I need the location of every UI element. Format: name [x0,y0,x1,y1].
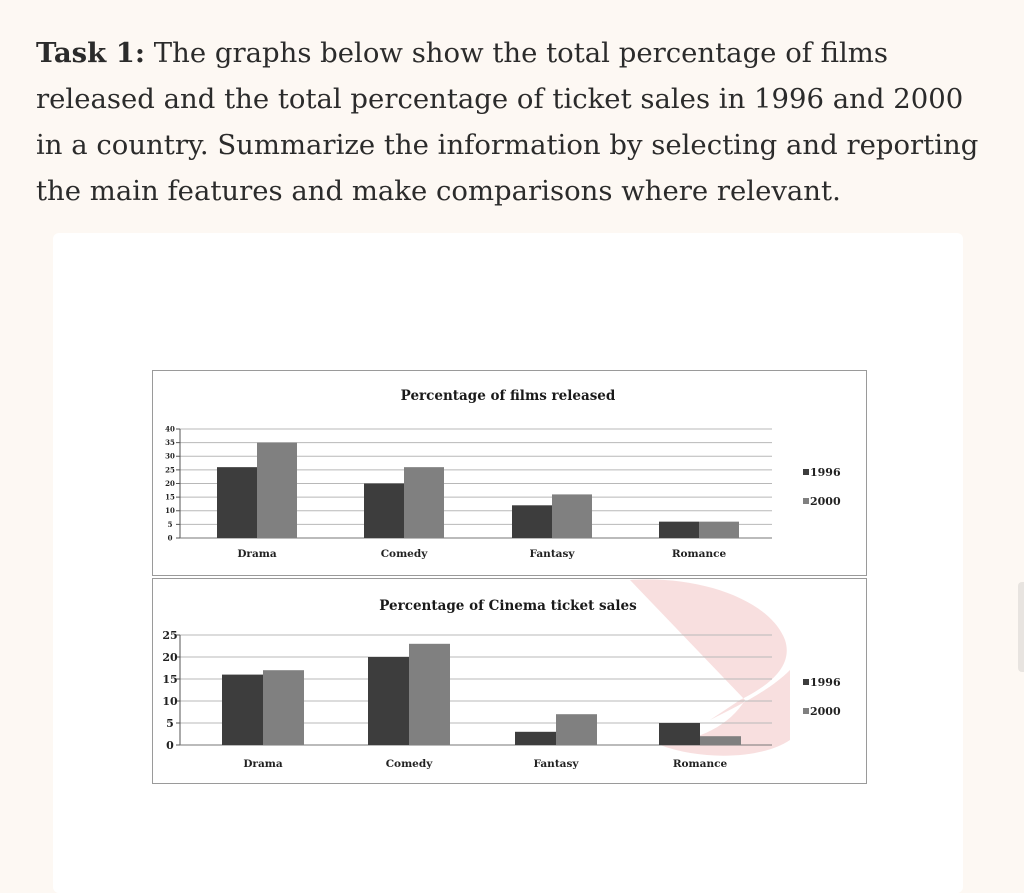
bar-drama-1996 [222,675,263,745]
y-tick-label: 35 [165,438,175,448]
y-tick-label: 15 [162,672,178,686]
bar-comedy-2000 [409,644,450,745]
bar-fantasy-1996 [515,732,556,745]
y-tick-label: 0 [167,533,173,543]
y-tick-label: 30 [165,451,175,461]
category-label: Romance [672,758,728,770]
legend-swatch-2000 [803,708,809,714]
legend-label-1996: 1996 [810,676,841,689]
chart-title: Percentage of films released [400,388,616,404]
task-text: The graphs below show the total percentage of films released and the total percentage of ticket sales in 1996 and 2000 in a country. Summarize the information by selecting and reporting the main features and make comparisons where relevant. [36,37,979,207]
bar-comedy-1996 [368,657,409,745]
category-label: Drama [243,758,283,770]
y-tick-label: 15 [165,492,175,502]
legend-swatch-1996 [803,679,809,685]
legend-label-2000: 2000 [810,495,841,508]
legend-label-2000: 2000 [810,705,841,718]
legend-label-1996: 1996 [810,466,841,479]
chart-title: Percentage of Cinema ticket sales [379,598,637,614]
category-label: Romance [671,548,727,560]
category-label: Drama [237,548,277,560]
y-tick-label: 25 [162,628,178,642]
category-label: Comedy [380,548,428,560]
task-label: Task 1: [36,37,146,69]
category-label: Comedy [385,758,433,770]
y-tick-label: 10 [165,506,175,516]
bar-romance-2000 [700,736,741,745]
y-tick-label: 10 [162,694,178,708]
y-tick-label: 5 [167,519,173,529]
bar-drama-2000 [263,670,304,745]
y-tick-label: 40 [165,424,175,434]
y-tick-label: 25 [165,465,175,475]
scroll-edge-tab[interactable] [1018,582,1024,672]
category-label: Fantasy [533,758,579,770]
y-tick-label: 5 [166,716,174,730]
y-tick-label: 0 [166,738,174,752]
bar-fantasy-2000 [556,714,597,745]
bar-romance-1996 [659,723,700,745]
category-label: Fantasy [529,548,575,560]
y-tick-label: 20 [162,650,178,664]
y-tick-label: 20 [165,478,175,488]
